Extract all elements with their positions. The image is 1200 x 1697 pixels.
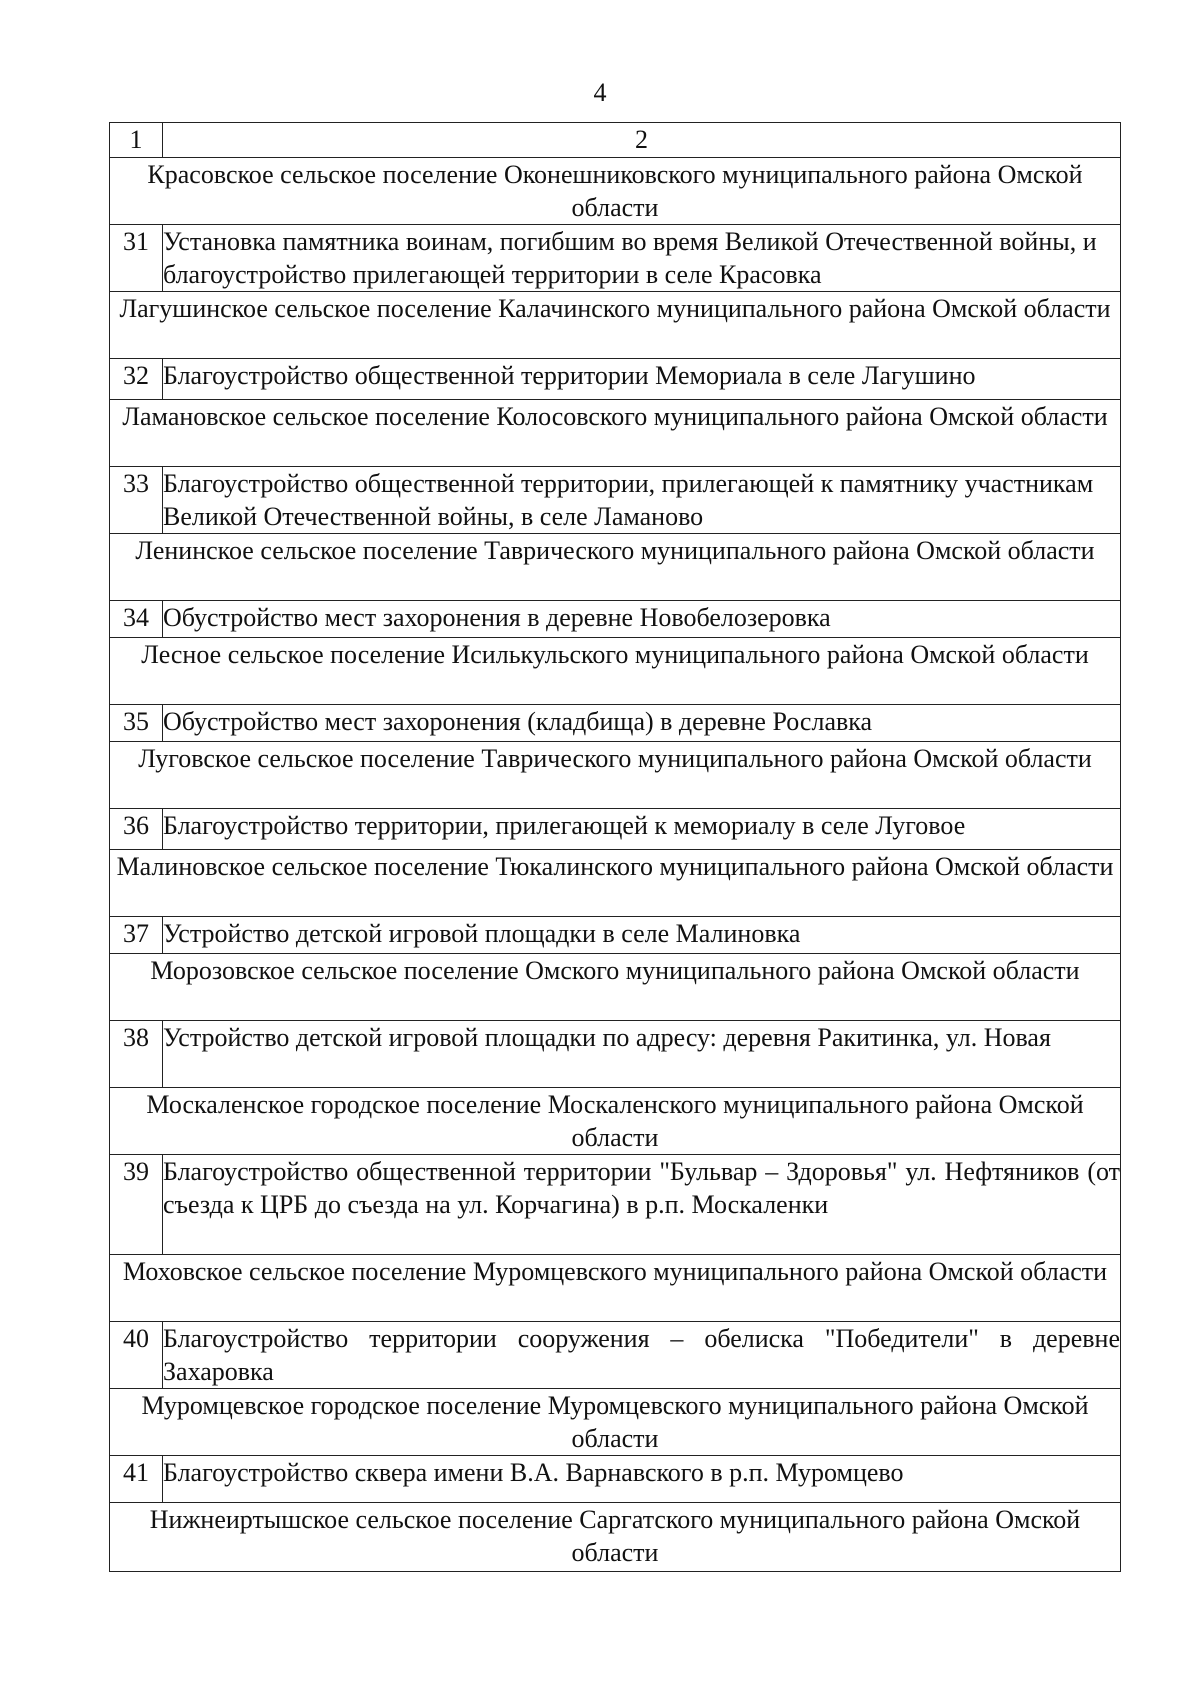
section-row — [110, 1255, 1121, 1322]
item-number: 40 — [110, 1322, 163, 1389]
section-row — [110, 158, 1121, 225]
section-title: Муромцевское городское поселение Муромцевского муниципального района Омской области — [110, 1389, 1121, 1456]
section-title: Лагушинское сельское поселение Калачинского муниципального района Омской области — [110, 292, 1121, 359]
section-row — [110, 638, 1121, 705]
section-row — [110, 1088, 1121, 1155]
item-text: Благоустройство общественной территории Мемориала в селе Лагушино — [163, 359, 1121, 400]
section-title: Морозовское сельское поселение Омского муниципального района Омской области — [110, 954, 1121, 1021]
item-row — [110, 809, 1121, 850]
item-number: 32 — [110, 359, 163, 400]
item-number: 39 — [110, 1155, 163, 1255]
item-number: 37 — [110, 917, 163, 954]
section-title: Лесное сельское поселение Исилькульского муниципального района Омской области — [110, 638, 1121, 705]
section-row — [110, 742, 1121, 809]
item-row — [110, 1322, 1121, 1389]
section-row — [110, 850, 1121, 917]
document-table — [109, 122, 1121, 1572]
section-title: Ленинское сельское поселение Таврического муниципального района Омской области — [110, 534, 1121, 601]
section-title: Нижнеиртышское сельское поселение Саргатского муниципального района Омской области — [110, 1503, 1121, 1572]
section-row — [110, 292, 1121, 359]
item-row — [110, 1021, 1121, 1088]
table-header-row — [110, 123, 1121, 158]
header-col-number: 1 — [110, 123, 163, 158]
item-row — [110, 1155, 1121, 1255]
section-row — [110, 400, 1121, 467]
section-title: Москаленское городское поселение Москаленского муниципального района Омской области — [110, 1088, 1121, 1155]
item-number: 36 — [110, 809, 163, 850]
section-row — [110, 534, 1121, 601]
item-text: Обустройство мест захоронения в деревне Новобелозеровка — [163, 601, 1121, 638]
page-number: 4 — [593, 78, 607, 107]
item-row — [110, 359, 1121, 400]
item-text: Установка памятника воинам, погибшим во время Великой Отечественной войны, и благоустройство прилегающей территории в селе Красовка — [163, 225, 1121, 292]
item-text: Устройство детской игровой площадки в селе Малиновка — [163, 917, 1121, 954]
section-title: Моховское сельское поселение Муромцевского муниципального района Омской области — [110, 1255, 1121, 1322]
item-text: Благоустройство общественной территории, прилегающей к памятнику участникам Великой Отечественной войны, в селе Ламаново — [163, 467, 1121, 534]
item-row — [110, 705, 1121, 742]
section-title: Красовское сельское поселение Оконешниковского муниципального района Омской области — [110, 158, 1121, 225]
item-row — [110, 225, 1121, 292]
item-text: Благоустройство общественной территории "Бульвар – Здоровья" ул. Нефтяников (от съезда к ЦРБ до съезда на ул. Корчагина) в р.п. Москаленки — [163, 1155, 1121, 1255]
section-row — [110, 1389, 1121, 1456]
item-row — [110, 601, 1121, 638]
item-number: 35 — [110, 705, 163, 742]
item-row — [110, 917, 1121, 954]
section-row — [110, 1503, 1121, 1572]
section-title: Луговское сельское поселение Таврического муниципального района Омской области — [110, 742, 1121, 809]
section-title: Ламановское сельское поселение Колосовского муниципального района Омской области — [110, 400, 1121, 467]
header-col-name: 2 — [163, 123, 1121, 158]
item-number: 31 — [110, 225, 163, 292]
item-text: Благоустройство территории, прилегающей к мемориалу в селе Луговое — [163, 809, 1121, 850]
item-number: 34 — [110, 601, 163, 638]
item-row — [110, 467, 1121, 534]
section-title: Малиновское сельское поселение Тюкалинского муниципального района Омской области — [110, 850, 1121, 917]
item-text: Благоустройство территории сооружения – обелиска "Победители" в деревне Захаровка — [163, 1322, 1121, 1389]
item-number: 33 — [110, 467, 163, 534]
item-text: Благоустройство сквера имени В.А. Варнавского в р.п. Муромцево — [163, 1456, 1121, 1503]
item-text: Обустройство мест захоронения (кладбища) в деревне Рославка — [163, 705, 1121, 742]
item-number: 38 — [110, 1021, 163, 1088]
section-row — [110, 954, 1121, 1021]
item-number: 41 — [110, 1456, 163, 1503]
item-text: Устройство детской игровой площадки по адресу: деревня Ракитинка, ул. Новая — [163, 1021, 1121, 1088]
item-row — [110, 1456, 1121, 1503]
